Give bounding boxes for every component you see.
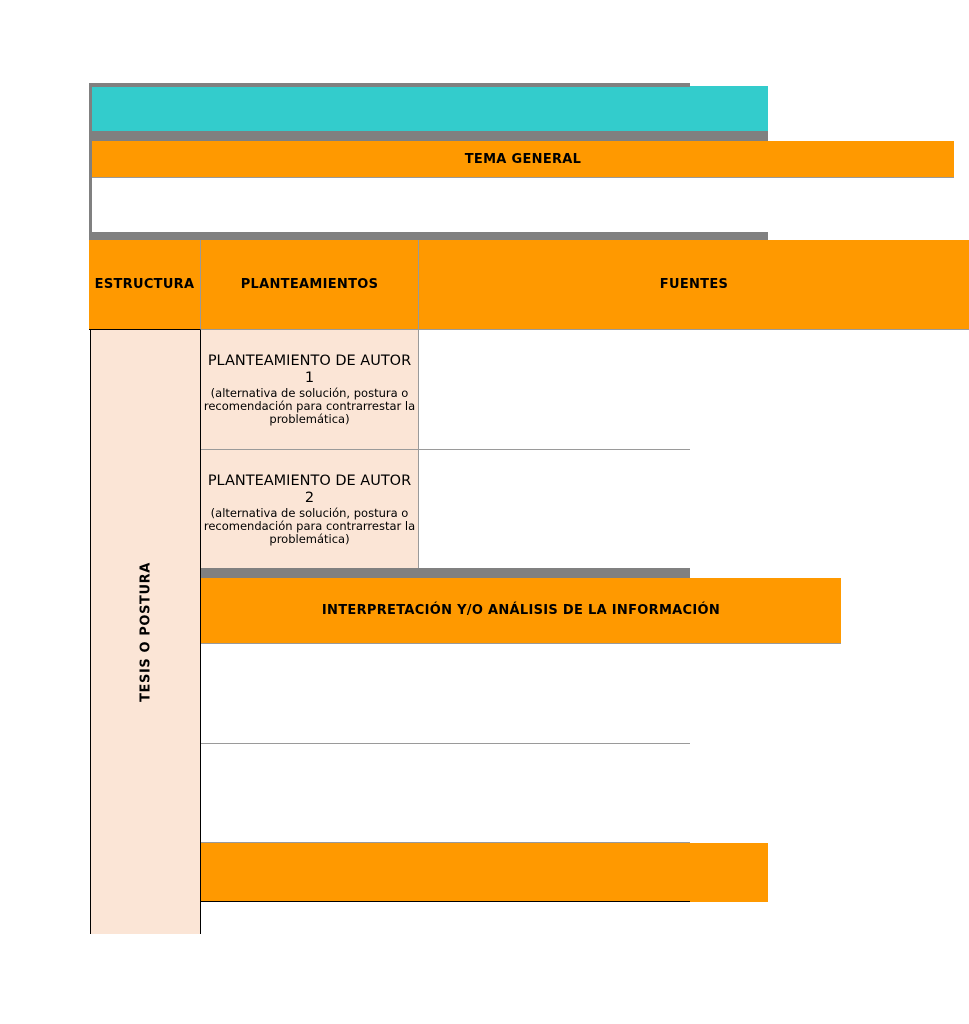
divider-overflow-2 xyxy=(690,232,768,240)
tema-general-field[interactable] xyxy=(92,178,690,232)
divider-3 xyxy=(201,568,690,578)
column-label-fuentes: FUENTES xyxy=(659,277,729,292)
interpretacion-field-1[interactable] xyxy=(201,644,690,744)
planteamiento-autor-1-cell xyxy=(201,330,419,450)
column-header-fuentes xyxy=(419,240,969,330)
divider-overflow xyxy=(690,131,768,141)
planteamiento-autor-2-subtitle: (alternativa de solución, postura o recomendación para contrarrestar la problemática) xyxy=(203,505,416,546)
footer-band-overflow xyxy=(690,843,768,902)
fuente-autor-2-field[interactable] xyxy=(419,450,690,568)
planteamiento-autor-1-title: PLANTEAMIENTO DE AUTOR 1 xyxy=(207,353,412,386)
tesis-postura-cell xyxy=(90,330,201,934)
divider-2 xyxy=(92,232,690,240)
planteamiento-autor-2-title: PLANTEAMIENTO DE AUTOR 2 xyxy=(207,472,412,506)
fuente-autor-1-field[interactable] xyxy=(419,330,690,450)
column-label-estructura: ESTRUCTURA xyxy=(94,277,195,292)
footer-band xyxy=(201,843,690,902)
interpretacion-header xyxy=(201,578,841,644)
column-header-planteamientos xyxy=(201,240,419,330)
column-header-estructura xyxy=(89,240,201,330)
interpretacion-label: INTERPRETACIÓN Y/O ANÁLISIS DE LA INFORMACIÓN xyxy=(321,603,721,618)
divider xyxy=(92,131,690,141)
tesis-postura-label: TESIS O POSTURA xyxy=(138,562,153,702)
planteamiento-autor-1-subtitle: (alternativa de solución, postura o recomendación para contrarrestar la problemática) xyxy=(203,386,416,426)
interpretacion-field-2[interactable] xyxy=(201,744,690,843)
column-label-planteamientos: PLANTEAMIENTOS xyxy=(240,277,379,292)
title-band xyxy=(92,87,690,131)
tema-general-label: TEMA GENERAL xyxy=(464,151,582,167)
title-band-overflow xyxy=(690,86,768,131)
planteamiento-autor-2-cell xyxy=(201,450,419,568)
tema-general-header xyxy=(92,141,954,178)
